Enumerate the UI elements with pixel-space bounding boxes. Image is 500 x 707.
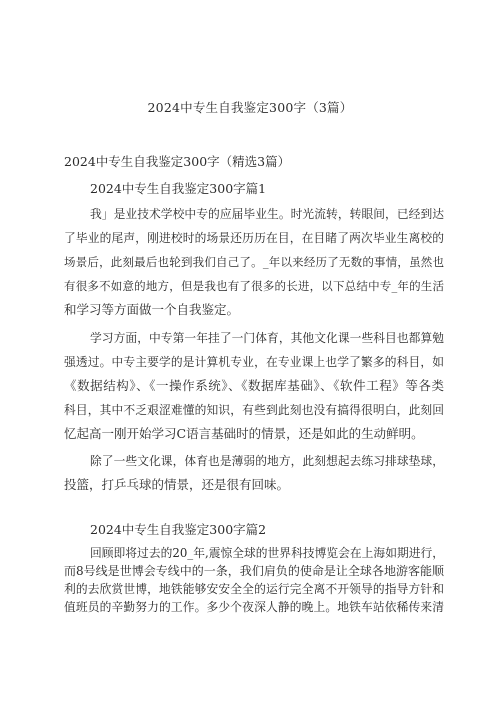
paragraph-line: 忆起高一刚开始学习C语言基础时的情景，还是如此的生动鲜明。 (64, 426, 424, 441)
paragraph-line: 我」是业技术学校中专的应届毕业生。时光流转，转眼间，已经到达 (90, 207, 444, 221)
paragraph-3 (64, 449, 444, 497)
paragraph-line: 值班员的辛勤努力的工作。多少个夜深人静的晚上。地铁车站依稀传来清 (64, 600, 444, 614)
section-heading-2: 2024中专生自我鉴定300字篇2 (90, 522, 267, 537)
paragraph-2 (64, 326, 444, 446)
paragraph-4 (64, 544, 444, 616)
paragraph-line: 回顾即将过去的20_年,震惊全球的世界科技博览会在上海如期进行， (90, 546, 444, 560)
paragraph-line: 利的去欣赏世博，地铁能够安安全全的运行完全离不开领导的指导方针和 (64, 582, 444, 596)
paragraph-line: 有很多不如意的地方，但是我也有了很多的长进，以下总结中专_年的生活 (64, 279, 444, 293)
paragraph-line: 除了一些文化课，体育也是薄弱的地方，此刻想起去练习排球垫球， (90, 454, 444, 468)
paragraph-line: 学习方面，中专第一年挂了一门体育，其他文化课一些科目也都算勉 (90, 331, 444, 345)
document-title: 2024中专生自我鉴定300字（3篇） (147, 100, 353, 115)
paragraph-line: 而8号线是世博会专线中的一条，我们肩负的使命是让全球各地游客能顺 (64, 564, 444, 578)
paragraph-line: 强透过。中专主要学的是计算机专业，在专业课上也学了繁多的科目，如 (64, 355, 444, 369)
paragraph-line: 了毕业的尾声，刚进校时的场景还历历在目，在目睹了两次毕业生离校的 (64, 231, 444, 245)
paragraph-1 (64, 202, 444, 322)
document-subtitle: 2024中专生自我鉴定300字（精选3篇） (64, 154, 291, 169)
paragraph-line: 场景后，此刻最后也轮到我们自己了。_年以来经历了无数的事情，虽然也 (64, 255, 444, 269)
paragraph-line: 投篮，打乒乓球的情景，还是很有回味。 (64, 477, 290, 492)
section-heading-1: 2024中专生自我鉴定300字篇1 (90, 181, 267, 196)
paragraph-line: 和学习等方面做一个自我鉴定。 (64, 302, 240, 317)
paragraph-line: 《数据结构》、《一操作系统》、《数据库基础》、《软件工程》等各类 (64, 378, 444, 393)
paragraph-line: 科目，其中不乏艰涩难懂的知识，有些到此刻也没有搞得很明白，此刻回 (64, 403, 444, 417)
